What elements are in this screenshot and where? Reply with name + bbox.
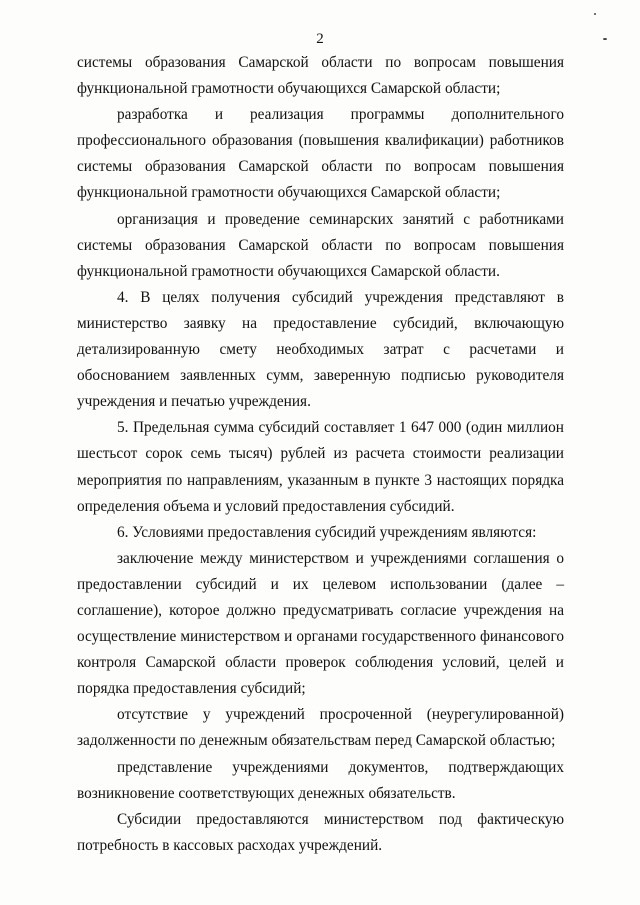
paragraph-item-6: 6. Условиями предоставления субсидий учреждениям являются:	[117, 523, 537, 541]
scan-speck	[603, 38, 607, 40]
body-text	[77, 50, 564, 859]
paragraph-item-4: 4. В целях получения субсидий учреждения представляют в министерство заявку на предоставление субсидий, включающую детализированную смету необходимых затрат с расчетами и обоснованием заявленных сумм, заверенную подписью руководителя учреждения и печатью учреждения.	[77, 288, 564, 411]
paragraph-development-program: разработка и реализация программы дополнительного профессионального образования (повышения квалификации) работников системы образования Самарской области по вопросам повышения функциональной грамотности обучающихся Самарской области;	[77, 106, 564, 202]
paragraph-condition-agreement: заключение между министерством и учреждениями соглашения о предоставлении субсидий и их целевом использовании (далее – соглашение), которое должно предусматривать согласие учреждения на осуществление министерством и органами государственного финансового контроля Самарской области проверок соблюдения условий, целей и порядка предоставления субсидий;	[77, 549, 564, 698]
paragraph-condition-no-debt: отсутствие у учреждений просроченной (неурегулированной) задолженности по денежным обязательствам перед Самарской областью;	[77, 706, 564, 750]
paragraph-subsidies-provided: Субсидии предоставляются министерством под фактическую потребность в кассовых расходах учреждений.	[77, 810, 564, 854]
scan-speck	[594, 13, 596, 15]
paragraph-seminars: организация и проведение семинарских занятий с работниками системы образования Самарской области по вопросам повышения функциональной грамотности обучающихся Самарской области.	[77, 210, 564, 280]
page-number: 2	[316, 31, 324, 47]
paragraph-item-5: 5. Предельная сумма субсидий составляет 1 647 000 (один миллион шестьсот сорок семь тысяч) рублей из расчета стоимости реализации мероприятия по направлениям, указанным в пункте 3 настоящих порядка определения объема и условий предоставления субсидий.	[77, 419, 564, 515]
paragraph-condition-documents: представление учреждениями документов, подтверждающих возникновение соответствующих денежных обязательств.	[77, 758, 564, 802]
paragraph-continuation: системы образования Самарской области по вопросам повышения функциональной грамотности обучающихся Самарской области;	[77, 54, 564, 98]
